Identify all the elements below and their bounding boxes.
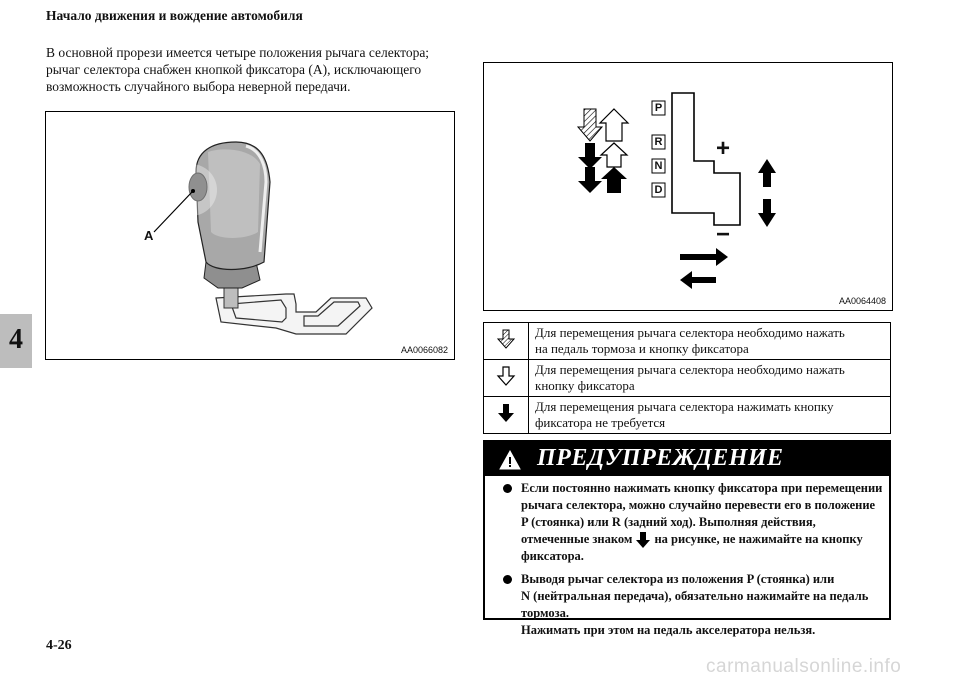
solid-arrow-icon	[636, 532, 650, 548]
intro-paragraph	[46, 44, 456, 95]
minus-label: −	[716, 221, 731, 248]
figure-code: AA0066082	[400, 345, 448, 355]
page-header: Начало движения и вождение автомобиля	[46, 8, 303, 23]
legend-row	[484, 360, 891, 397]
legend-text	[529, 397, 891, 434]
shift-gate-diagram	[484, 63, 892, 310]
warning-line: Если постоянно нажимать кнопку фиксатора при перемещении	[521, 481, 883, 495]
warning-text: на рисунке, не нажимайте на кнопку	[654, 532, 863, 546]
warning-title: ПРЕДУПРЕЖДЕНИЕ	[537, 445, 784, 471]
legend-line: кнопку фиксатора	[535, 378, 635, 393]
arrow-legend-table	[483, 322, 891, 434]
hatched-down-arrow-icon	[578, 109, 602, 141]
warning-body	[497, 480, 881, 645]
bullet-icon	[503, 484, 512, 493]
watermark: carmanualsonline.info	[706, 656, 902, 677]
intro-line: В основной прорези имеется четыре положения рычага селектора;	[46, 45, 430, 60]
warning-triangle-icon	[499, 450, 521, 470]
intro-line: рычаг селектора снабжен кнопкой фиксатора (A), исключающего	[46, 62, 422, 77]
warning-line: Нажимать при этом на педаль акселератора нельзя.	[521, 623, 816, 638]
position-n-label: N	[654, 160, 663, 172]
legend-line: Для перемещения рычага селектора необходимо нажать	[535, 362, 845, 377]
warning-line: P (стоянка) или R (задний ход). Выполняя действия,	[521, 515, 816, 529]
outline-arrow-icon	[484, 360, 529, 397]
warning-box	[483, 440, 891, 638]
section-number: 4	[9, 324, 23, 355]
warning-text: отмеченные знаком	[521, 532, 633, 546]
warning-item	[497, 480, 881, 565]
position-r-label: R	[654, 136, 663, 148]
legend-text	[529, 360, 891, 397]
warning-header	[485, 442, 889, 476]
intro-line: возможность случайного выбора неверной передачи.	[46, 79, 351, 94]
plus-label: +	[716, 135, 731, 162]
warning-line: тормоза.	[521, 606, 569, 621]
hatched-arrow-icon	[484, 323, 529, 360]
warning-item	[497, 571, 881, 639]
position-d-label: D	[654, 184, 663, 196]
shift-gate-figure	[483, 62, 893, 311]
gear-lever-figure	[45, 111, 455, 360]
figure-code: AA0064408	[838, 296, 886, 306]
solid-arrow-icon	[484, 397, 529, 434]
warning-line	[521, 531, 881, 548]
legend-line: фиксатора не требуется	[535, 415, 666, 430]
warning-line: Выводя рычаг селектора из положения P (стоянка) или	[521, 572, 835, 587]
warning-line: рычага селектора, можно случайно перевести его в положение	[521, 498, 876, 512]
legend-line: Для перемещения рычага селектора необходимо нажать	[535, 325, 845, 340]
warning-line: фиксатора.	[521, 549, 584, 564]
legend-row	[484, 397, 891, 434]
position-p-label: P	[654, 102, 663, 114]
callout-label-a: A	[144, 228, 154, 243]
section-tab	[0, 314, 32, 368]
gear-lever-illustration	[46, 112, 454, 359]
page-number: 4-26	[46, 638, 72, 653]
warning-line: N (нейтральная передача), обязательно нажимайте на педаль	[521, 589, 869, 604]
bullet-icon	[503, 575, 512, 584]
legend-text	[529, 323, 891, 360]
legend-line: Для перемещения рычага селектора нажимать кнопку	[535, 399, 834, 414]
legend-line: на педаль тормоза и кнопку фиксатора	[535, 341, 749, 356]
legend-row	[484, 323, 891, 360]
